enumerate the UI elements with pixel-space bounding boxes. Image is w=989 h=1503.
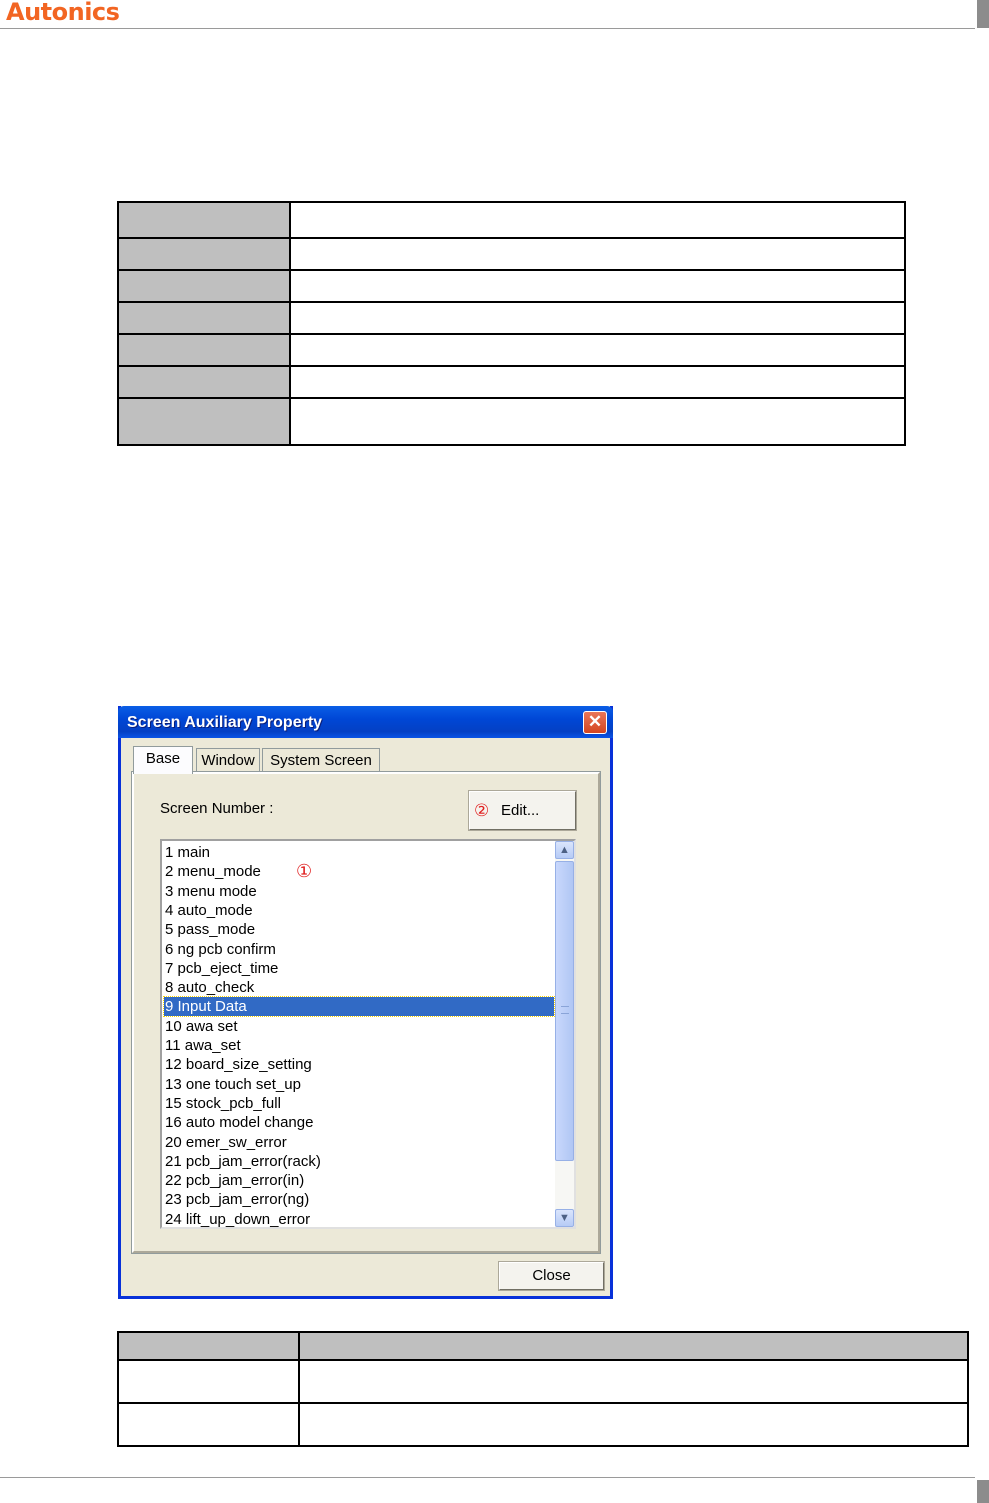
table-cell (299, 1360, 968, 1403)
screen-list[interactable] (160, 839, 576, 1229)
header-edge-mark (977, 0, 989, 28)
table-row (118, 202, 905, 238)
list-item[interactable]: 21 pcb_jam_error(rack) (165, 1152, 321, 1170)
table-label-cell (118, 398, 290, 445)
list-scrollbar[interactable] (555, 841, 574, 1227)
edit-button-label: Edit... (501, 802, 540, 819)
list-item[interactable]: 11 awa_set (165, 1037, 241, 1054)
table-cell (118, 1360, 299, 1403)
list-item[interactable]: 24 lift_up_down_error (165, 1210, 311, 1228)
table-value-cell (290, 398, 905, 445)
list-item[interactable]: 2 menu_mode (165, 863, 261, 881)
tab-window[interactable]: Window (196, 748, 260, 772)
scroll-thumb[interactable] (555, 861, 574, 1161)
footer-edge-mark (977, 1480, 989, 1503)
table-label-cell (118, 302, 290, 334)
table-cell (299, 1403, 968, 1446)
screen-number-label: Screen Number : (160, 800, 274, 817)
table-row (118, 238, 905, 270)
edit-button[interactable] (469, 791, 576, 830)
close-icon[interactable]: ✕ (583, 711, 607, 734)
table-header-cell (118, 1332, 299, 1360)
table-label-cell (118, 270, 290, 302)
table-row (118, 334, 905, 366)
table-label-cell (118, 238, 290, 270)
table-cell (118, 1403, 299, 1446)
table-row (118, 302, 905, 334)
list-item[interactable]: 12 board_size_setting (165, 1056, 312, 1074)
table-header-cell (299, 1332, 968, 1360)
list-item[interactable]: 23 pcb_jam_error(ng) (165, 1191, 310, 1209)
scroll-up-icon[interactable]: ▲ (555, 841, 574, 859)
table-row (118, 366, 905, 398)
list-item[interactable]: 1 main (165, 844, 211, 861)
list-item[interactable]: 16 auto model change (165, 1114, 314, 1132)
table-row (118, 398, 905, 445)
annotation-1: ① (296, 861, 313, 881)
list-item[interactable]: 22 pcb_jam_error(in) (165, 1172, 305, 1190)
list-item[interactable]: 10 awa set (165, 1017, 238, 1035)
list-item[interactable]: 7 pcb_eject_time (165, 959, 279, 977)
autonics-logo: Autonics (6, 0, 120, 26)
list-item[interactable]: 9 Input Data (164, 997, 554, 1016)
dialog-title-bar[interactable] (118, 706, 613, 738)
dialog-title: Screen Auxiliary Property (127, 714, 323, 731)
annotation-2: ② (474, 801, 490, 820)
grip-icon (561, 1006, 569, 1014)
table-value-cell (290, 238, 905, 270)
footer-rule (0, 1477, 975, 1478)
close-button[interactable]: Close (499, 1262, 604, 1290)
table-row (118, 1360, 968, 1403)
list-item[interactable]: 20 emer_sw_error (165, 1133, 287, 1151)
list-item[interactable]: 3 menu mode (165, 882, 257, 900)
tab-panel-base (131, 771, 601, 1254)
scroll-down-icon[interactable]: ▼ (555, 1209, 574, 1227)
tab-panel-body (132, 772, 600, 1253)
list-item[interactable]: 4 auto_mode (165, 901, 253, 919)
property-table (117, 201, 906, 446)
table-row (118, 270, 905, 302)
tab-system-screen[interactable]: System Screen (262, 748, 380, 772)
list-item[interactable]: 13 one touch set_up (165, 1075, 301, 1093)
table-label-cell (118, 366, 290, 398)
table-value-cell (290, 334, 905, 366)
table-value-cell (290, 302, 905, 334)
table-value-cell (290, 202, 905, 238)
list-item[interactable]: 5 pass_mode (165, 921, 256, 939)
screen-auxiliary-property-dialog (118, 706, 613, 1299)
header-rule (0, 28, 975, 29)
table-label-cell (118, 202, 290, 238)
table-row (118, 1403, 968, 1446)
list-item[interactable]: 8 auto_check (165, 979, 255, 997)
description-table (117, 1331, 969, 1447)
list-item[interactable]: 15 stock_pcb_full (165, 1094, 281, 1112)
table-value-cell (290, 270, 905, 302)
table-value-cell (290, 366, 905, 398)
list-item[interactable]: 6 ng pcb confirm (165, 940, 276, 958)
table-header-row (118, 1332, 968, 1360)
tab-base[interactable]: Base (133, 746, 193, 774)
table-label-cell (118, 334, 290, 366)
